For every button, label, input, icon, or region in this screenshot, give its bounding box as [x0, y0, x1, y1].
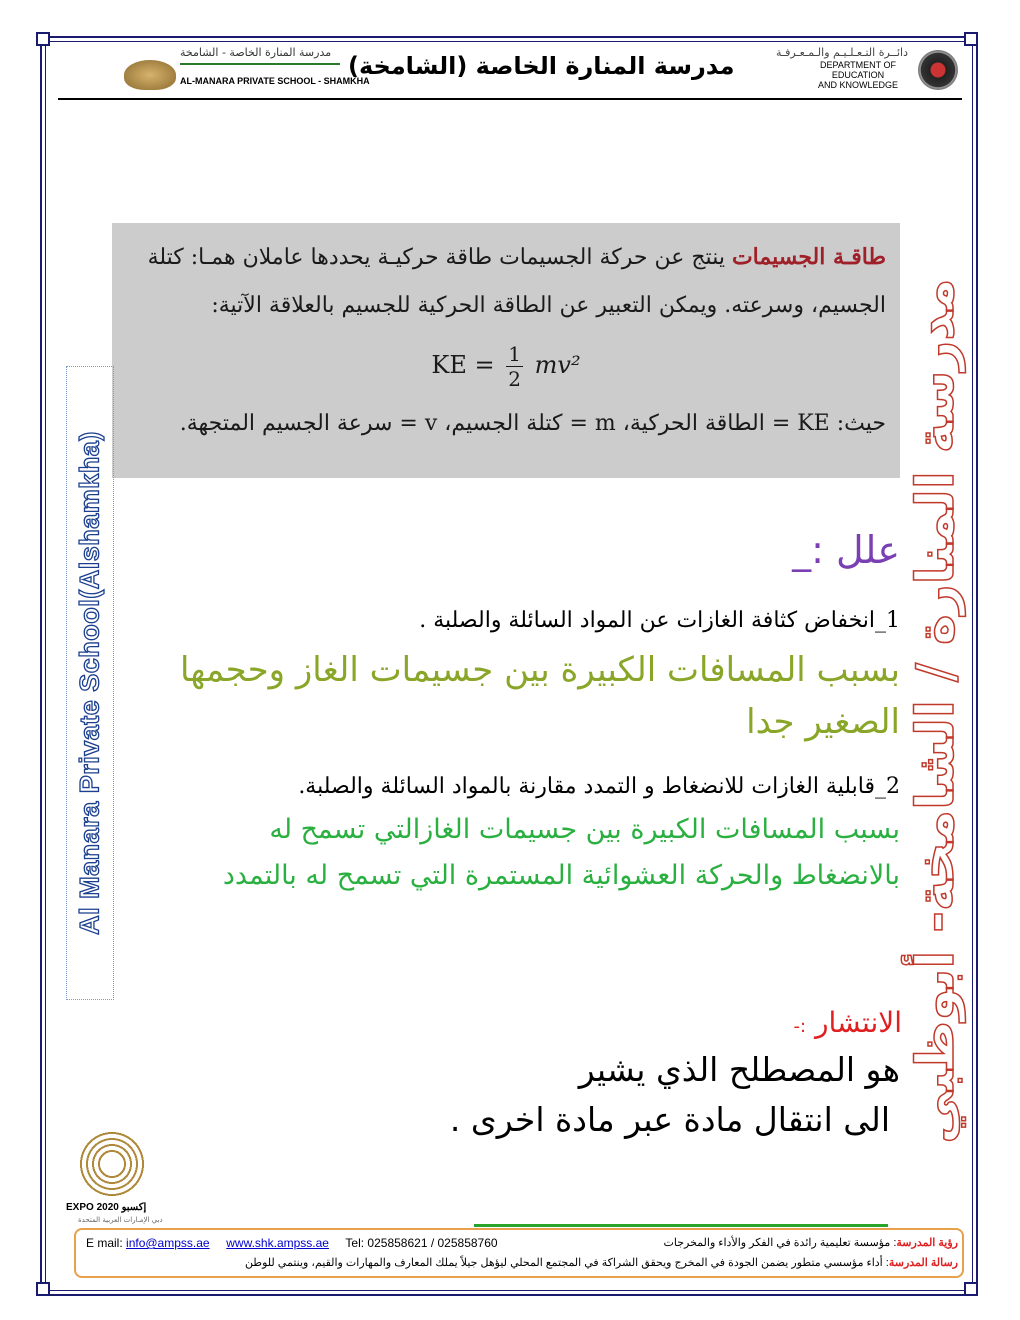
page-header — [58, 44, 962, 100]
falcon-emblem-icon — [918, 50, 958, 90]
expo-2020-logo — [66, 1130, 176, 1230]
page-footer — [74, 1228, 964, 1278]
border-corner — [964, 1282, 978, 1296]
mission-text: : أداء مؤسسي متطور يضمن الجودة في المخرج ويحقق الشراكة في المجتمع المحلي ليؤهل جيلاً يملك المعارف والمهارات والقيم، وينتمي للوطن — [244, 1257, 889, 1269]
dept-name-english-line2: AND KNOWLEDGE — [817, 80, 898, 90]
diffusion-term: الانتشار — [814, 1006, 902, 1039]
school-title: مدرسة المنارة الخاصة (الشامخة) — [348, 52, 735, 80]
school-logo-english: AL-MANARA PRIVATE SCHOOL - SHAMKHA — [180, 76, 370, 86]
expo-text: EXPO 2020 إكسبو — [66, 1202, 147, 1213]
excerpt-term: طاقـة الجسيمات — [731, 244, 886, 270]
right-sidebar — [902, 278, 970, 1144]
textbook-excerpt — [112, 223, 900, 478]
kinetic-energy-formula — [126, 330, 886, 400]
border-corner — [36, 1282, 50, 1296]
excerpt-line-1 — [126, 233, 886, 282]
formula-lhs: KE = — [431, 351, 495, 379]
fraction-denominator: 2 — [508, 367, 521, 391]
telephone: Tel: 025858621 / 025858760 — [345, 1236, 498, 1250]
school-logo — [116, 46, 370, 96]
answer-2-line-1: بسبب المسافات الكبيرة بين جسيمات الغازالتي تسمح له — [269, 814, 900, 845]
school-logo-arabic: مدرسة المنارة الخاصة - الشامخة — [180, 46, 332, 59]
question-2: 2_قابلية الغازات للانضغاط و التمدد مقارنة بالمواد السائلة والصلبة. — [298, 774, 900, 799]
excerpt-where-line: حيث: KE = الطاقة الحركية، m = كتلة الجسيم، v = سرعة الجسيم المتجهة. — [179, 411, 886, 436]
department-logo — [762, 46, 962, 96]
right-sidebar-text: مدرسة المنارة / الشامخة- أبوظبي — [906, 278, 966, 1144]
formula-fraction — [506, 342, 523, 391]
footer-row-1 — [86, 1236, 958, 1252]
email-link[interactable]: info@ampss.ae — [126, 1236, 210, 1250]
footer-accent-line — [474, 1224, 888, 1227]
vision-text: : مؤسسة تعليمية رائدة في الفكر والأداء والمخرجات — [663, 1237, 897, 1249]
footer-row-2 — [86, 1256, 958, 1272]
explain-heading: علل :_ — [792, 528, 900, 572]
left-sidebar-text: Al Manara Private School(Alshamkha) — [74, 431, 105, 935]
footer-contact — [86, 1236, 498, 1250]
header-divider — [58, 98, 962, 100]
mission-label: رسالة المدرسة — [888, 1257, 958, 1269]
expo-flower-icon — [78, 1130, 146, 1198]
school-vision — [664, 1236, 959, 1249]
answer-2-line-2: بالانضغاط والحركة العشوائية المستمرة التي تسمح له بالتمدد — [222, 860, 900, 891]
answer-1-line-2: الصغير جدا — [746, 702, 900, 742]
email-label: E mail: — [86, 1236, 123, 1250]
excerpt-line-2: الجسيم، وسرعته. ويمكن التعبير عن الطاقة الحركية للجسيم بالعلاقة الآتية: — [211, 293, 886, 318]
border-corner — [36, 32, 50, 46]
dept-name-arabic: دائــرة التـعـلـيـم والـمـعـرفـة — [776, 46, 908, 59]
excerpt-line1-text: ينتج عن حركة الجسيمات طاقة حركيـة يحددها عاملان همـا: كتلة — [147, 245, 732, 270]
website-link[interactable]: www.shk.ampss.ae — [226, 1236, 329, 1250]
border-corner — [964, 32, 978, 46]
formula-rhs: mv² — [534, 351, 581, 379]
diffusion-definition-line-1: هو المصطلح الذي يشير — [578, 1050, 900, 1089]
dept-name-english-line1: DEPARTMENT OF EDUCATION — [819, 60, 896, 80]
answer-1-line-1: بسبب المسافات الكبيرة بين جسيمات الغاز وحجمها — [179, 650, 900, 690]
question-1: 1_انخفاض كثافة الغازات عن المواد السائلة والصلبة . — [419, 608, 900, 633]
diffusion-heading — [794, 1006, 903, 1039]
dept-name-english — [808, 60, 908, 90]
left-sidebar — [66, 366, 114, 1000]
expo-subtext: دبي الإمـارات العربية المتحدة — [78, 1216, 163, 1224]
diffusion-definition-line-2: الى انتقال مادة عبر مادة اخرى . — [449, 1100, 890, 1139]
logo-divider — [180, 63, 340, 65]
diffusion-separator: :- — [793, 1016, 807, 1037]
fraction-numerator: 1 — [508, 342, 521, 366]
school-emblem-icon — [124, 60, 176, 90]
vision-label: رؤية المدرسة — [896, 1237, 958, 1249]
